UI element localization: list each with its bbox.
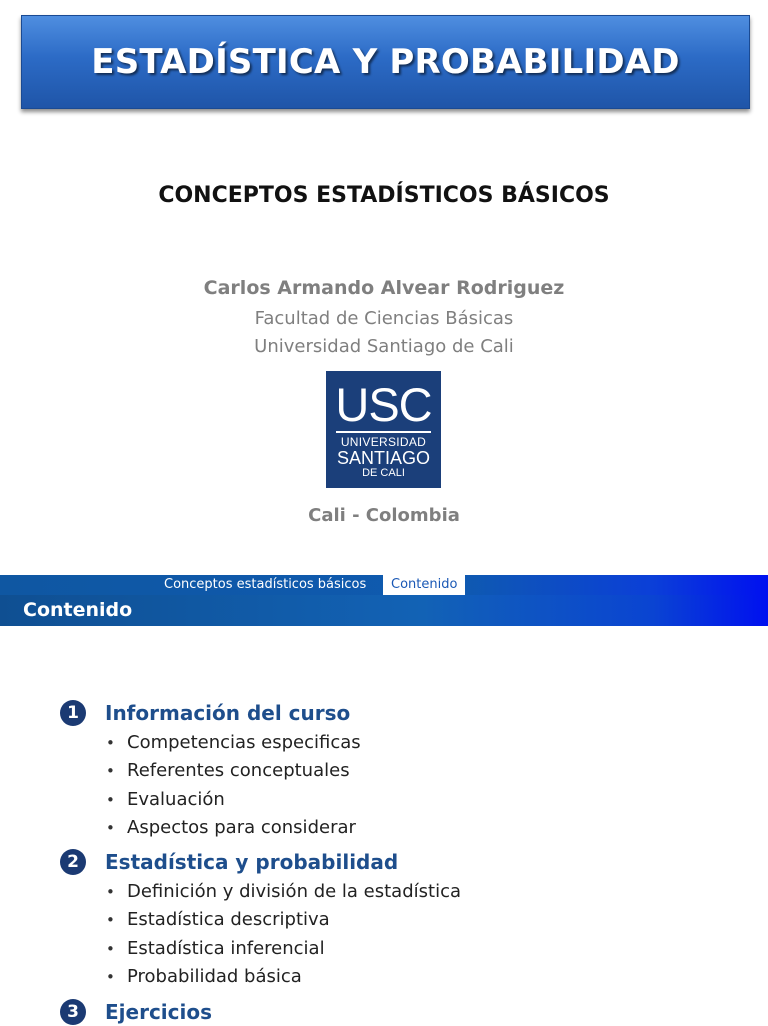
university-name: Universidad Santiago de Cali — [254, 336, 514, 357]
bullet-icon: • — [106, 762, 115, 781]
bullet-icon: • — [106, 734, 115, 752]
list-item: • Definición y división de la estadística — [106, 878, 461, 906]
bullet-icon: • — [106, 967, 115, 986]
list-item: • Estadística descriptiva — [106, 906, 461, 934]
list-item: • Estadística inferencial — [106, 935, 461, 963]
bullet-icon: • — [106, 939, 115, 958]
section-header-bar — [0, 595, 768, 626]
breadcrumb-item-conceptos[interactable]: Conceptos estadísticos básicos — [164, 577, 367, 592]
section-item-list — [106, 729, 361, 842]
logo-line-de-cali: DE CALI — [362, 467, 405, 479]
section-title: Información del curso — [105, 701, 351, 725]
faculty-name: Facultad de Ciencias Básicas — [254, 308, 514, 329]
section-number-badge: 1 — [60, 700, 86, 726]
section-title: Estadística y probabilidad — [105, 850, 399, 874]
slide-subtitle: CONCEPTOS ESTADÍSTICOS BÁSICOS — [158, 183, 610, 208]
breadcrumb-item-contenido[interactable]: Contenido — [383, 575, 465, 595]
logo-usc-text: USC — [335, 378, 432, 431]
bullet-icon: • — [106, 883, 115, 901]
section-title: Ejercicios — [105, 1000, 213, 1024]
section-header-title: Contenido — [23, 599, 133, 621]
usc-logo — [326, 371, 441, 488]
list-item: • Aspectos para considerar — [106, 814, 361, 842]
location-text: Cali - Colombia — [308, 505, 460, 526]
list-item: • Competencias especificas — [106, 729, 361, 757]
logo-divider — [336, 431, 431, 433]
bullet-icon: • — [106, 790, 115, 809]
section-item-list — [106, 878, 461, 991]
title-banner — [21, 15, 750, 109]
section-number-badge: 2 — [60, 849, 86, 875]
list-item: • Referentes conceptuales — [106, 757, 361, 785]
list-item: • Probabilidad básica — [106, 963, 461, 991]
section-number-badge: 3 — [60, 999, 86, 1025]
bullet-icon: • — [106, 911, 115, 930]
bullet-icon: • — [106, 818, 115, 837]
list-item: • Evaluación — [106, 786, 361, 814]
logo-line-universidad: UNIVERSIDAD — [340, 435, 427, 449]
logo-line-santiago: SANTIAGO — [336, 448, 430, 468]
author-name: Carlos Armando Alvear Rodriguez — [203, 277, 565, 299]
presentation-title: ESTADÍSTICA Y PROBABILIDAD — [91, 42, 680, 82]
